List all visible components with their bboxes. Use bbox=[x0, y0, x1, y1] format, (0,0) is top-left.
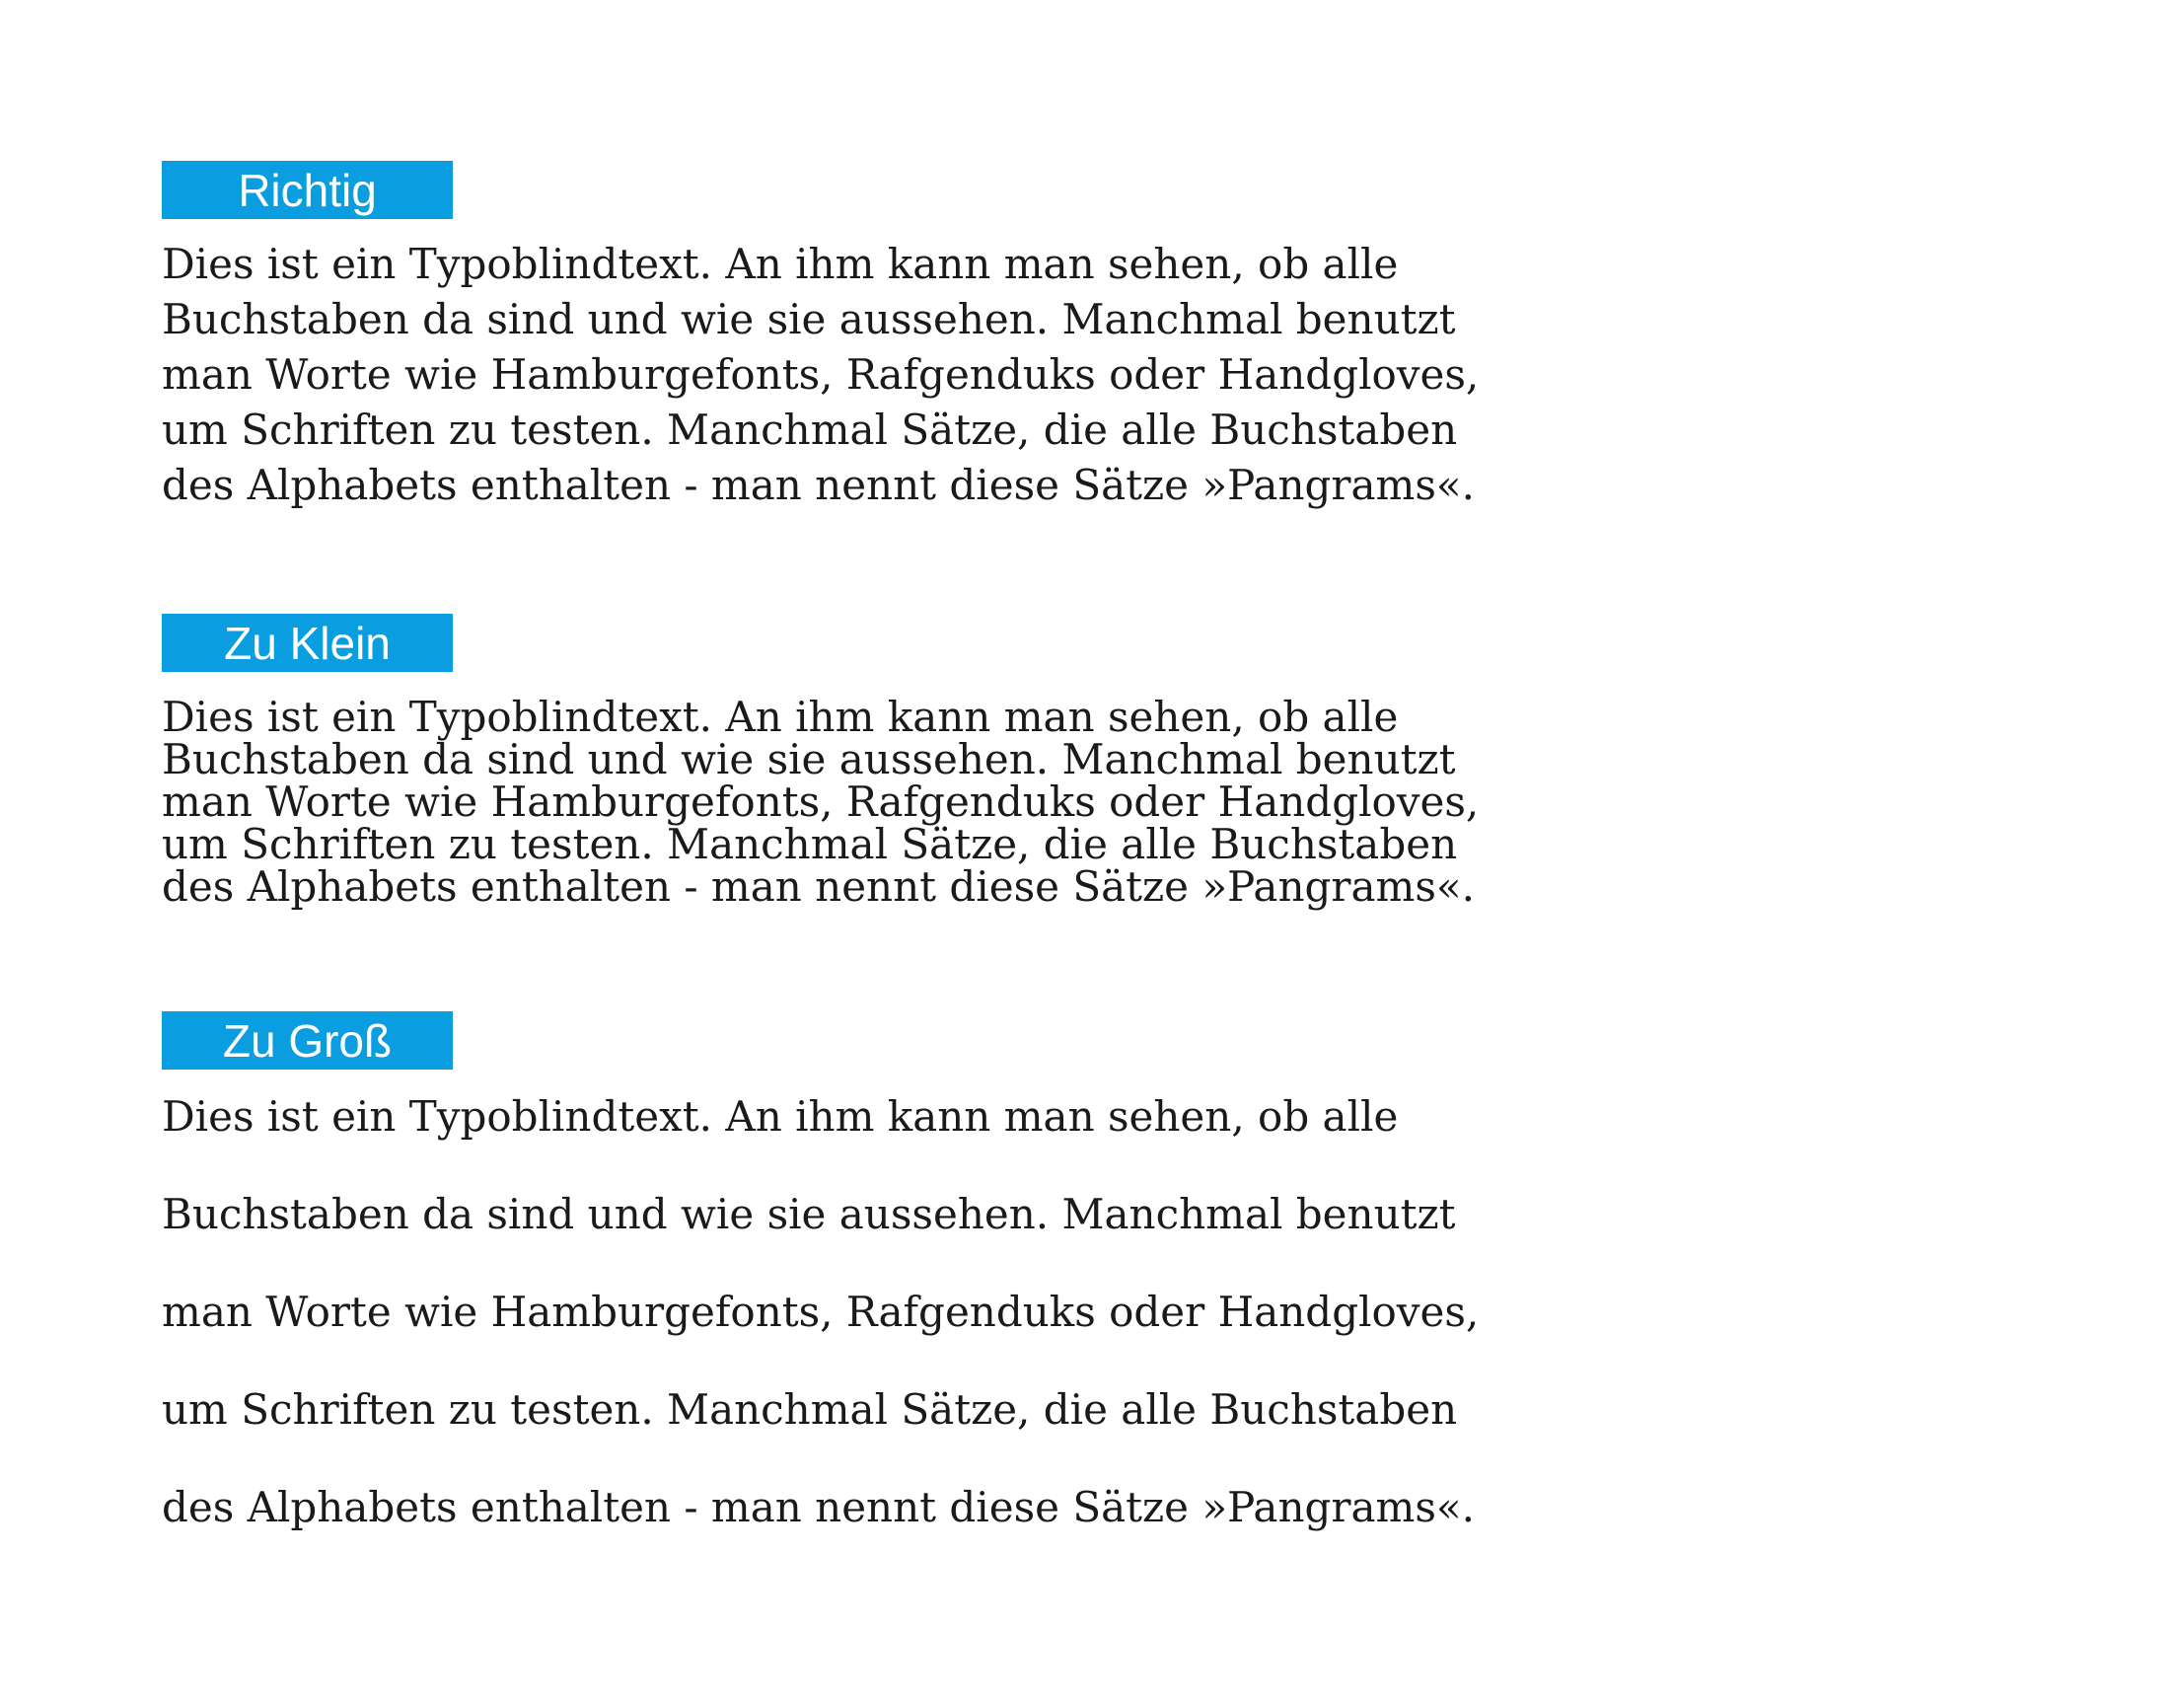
label-box-zu-klein bbox=[162, 614, 453, 672]
text-line: Dies ist ein Typoblindtext. An ihm kann man sehen, ob alle bbox=[162, 693, 1399, 741]
label-zu-gross: Zu Groß bbox=[222, 1014, 393, 1067]
text-line: Buchstaben da sind und wie sie aussehen. Manchmal benutzt bbox=[162, 295, 1456, 343]
label-box-richtig bbox=[162, 161, 453, 219]
text-line: Buchstaben da sind und wie sie aussehen. Manchmal benutzt bbox=[162, 735, 1456, 783]
text-line: des Alphabets enthalten - man nennt diese Sätze »Pangrams«. bbox=[162, 461, 1475, 509]
text-line: man Worte wie Hamburgefonts, Rafgenduks oder Handgloves, bbox=[162, 350, 1480, 399]
text-line: man Worte wie Hamburgefonts, Rafgenduks oder Handgloves, bbox=[162, 777, 1480, 826]
text-line: um Schriften zu testen. Manchmal Sätze, die alle Buchstaben bbox=[162, 406, 1458, 454]
section-zu-klein bbox=[162, 614, 2184, 911]
text-line: man Worte wie Hamburgefonts, Rafgenduks oder Handgloves, bbox=[162, 1288, 1480, 1336]
text-line: Dies ist ein Typoblindtext. An ihm kann man sehen, ob alle bbox=[162, 1092, 1399, 1141]
label-box-zu-gross bbox=[162, 1011, 453, 1070]
section-richtig bbox=[162, 161, 2184, 513]
text-line: des Alphabets enthalten - man nennt diese Sätze »Pangrams«. bbox=[162, 1483, 1475, 1531]
text-line: Buchstaben da sind und wie sie aussehen. Manchmal benutzt bbox=[162, 1190, 1456, 1238]
paragraph-zu-klein bbox=[162, 693, 2184, 911]
section-zu-gross bbox=[162, 1011, 2184, 1556]
paragraph-zu-gross bbox=[162, 1068, 2184, 1556]
label-zu-klein: Zu Klein bbox=[224, 617, 391, 669]
text-line: des Alphabets enthalten - man nennt diese Sätze »Pangrams«. bbox=[162, 862, 1475, 911]
text-line: um Schriften zu testen. Manchmal Sätze, die alle Buchstaben bbox=[162, 1385, 1458, 1434]
text-line: Dies ist ein Typoblindtext. An ihm kann man sehen, ob alle bbox=[162, 240, 1399, 288]
label-richtig: Richtig bbox=[238, 164, 377, 216]
text-line: um Schriften zu testen. Manchmal Sätze, die alle Buchstaben bbox=[162, 820, 1458, 868]
paragraph-richtig bbox=[162, 237, 2184, 513]
